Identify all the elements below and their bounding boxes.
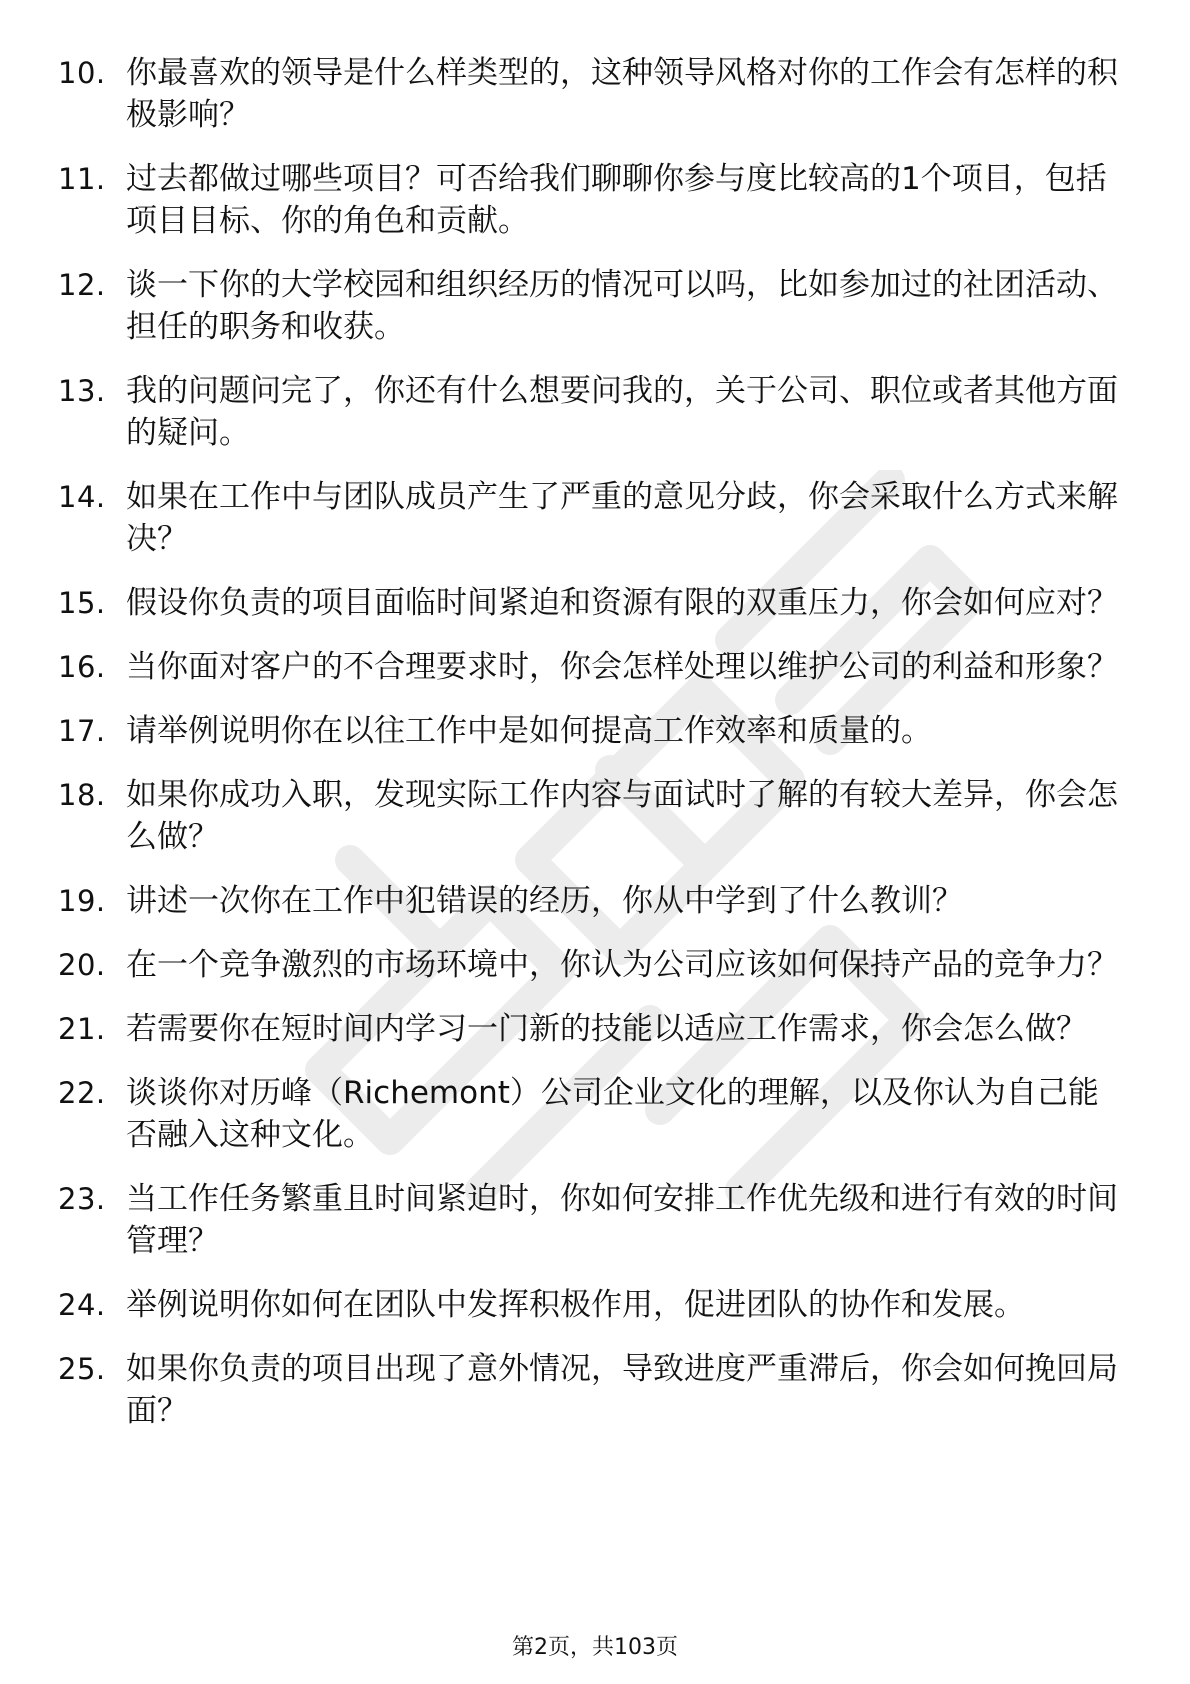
question-text: 当工作任务繁重且时间紧迫时，你如何安排工作优先级和进行有效的时间管理？ [126,1181,1118,1259]
question-number: 15. [58,586,106,620]
question-number: 16. [58,650,106,684]
question-item [58,1178,1118,1262]
question-number: 21. [58,1012,106,1046]
question-item [58,1072,1118,1156]
question-item [58,944,1118,986]
question-text: 谈一下你的大学校园和组织经历的情况可以吗，比如参加过的社团活动、担任的职务和收获。 [126,267,1118,345]
question-item [58,264,1118,348]
question-list [58,52,1118,1454]
question-text: 如果你成功入职，发现实际工作内容与面试时了解的有较大差异，你会怎么做？ [126,777,1118,855]
question-item [58,158,1118,242]
question-number: 13. [58,374,106,408]
question-number: 18. [58,778,106,812]
question-number: 22. [58,1076,106,1110]
question-item [58,1348,1118,1432]
question-number: 24. [58,1288,106,1322]
question-text: 我的问题问完了，你还有什么想要问我的，关于公司、职位或者其他方面的疑问。 [126,373,1118,451]
question-item [58,646,1118,688]
question-text: 请举例说明你在以往工作中是如何提高工作效率和质量的。 [126,713,932,749]
question-text: 当你面对客户的不合理要求时，你会怎样处理以维护公司的利益和形象？ [126,649,1118,685]
page-indicator: 第2页，共103页 [512,1635,678,1660]
question-text: 讲述一次你在工作中犯错误的经历，你从中学到了什么教训？ [126,883,963,919]
question-text: 谈谈你对历峰（Richemont）公司企业文化的理解，以及你认为自己能否融入这种文化。 [126,1075,1099,1153]
question-item [58,370,1118,454]
question-text: 假设你负责的项目面临时间紧迫和资源有限的双重压力，你会如何应对？ [126,585,1118,621]
question-item [58,52,1118,136]
question-number: 10. [58,56,106,90]
question-number: 19. [58,884,106,918]
question-number: 20. [58,948,106,982]
question-text: 举例说明你如何在团队中发挥积极作用，促进团队的协作和发展。 [126,1287,1025,1323]
question-item [58,710,1118,752]
question-item [58,582,1118,624]
question-item [58,1284,1118,1326]
question-item [58,476,1118,560]
question-item [58,774,1118,858]
question-number: 25. [58,1352,106,1386]
question-number: 12. [58,268,106,302]
question-number: 23. [58,1182,106,1216]
question-text: 如果在工作中与团队成员产生了严重的意见分歧，你会采取什么方式来解决？ [126,479,1118,557]
question-text: 在一个竞争激烈的市场环境中，你认为公司应该如何保持产品的竞争力？ [126,947,1118,983]
question-number: 17. [58,714,106,748]
question-item [58,880,1118,922]
question-text: 你最喜欢的领导是什么样类型的，这种领导风格对你的工作会有怎样的积极影响？ [126,55,1118,133]
question-number: 11. [58,162,106,196]
question-text: 如果你负责的项目出现了意外情况，导致进度严重滞后，你会如何挽回局面？ [126,1351,1118,1429]
question-text: 过去都做过哪些项目？可否给我们聊聊你参与度比较高的1个项目，包括项目目标、你的角色和贡献。 [126,161,1107,239]
question-text: 若需要你在短时间内学习一门新的技能以适应工作需求，你会怎么做？ [126,1011,1087,1047]
question-item [58,1008,1118,1050]
question-number: 14. [58,480,106,514]
